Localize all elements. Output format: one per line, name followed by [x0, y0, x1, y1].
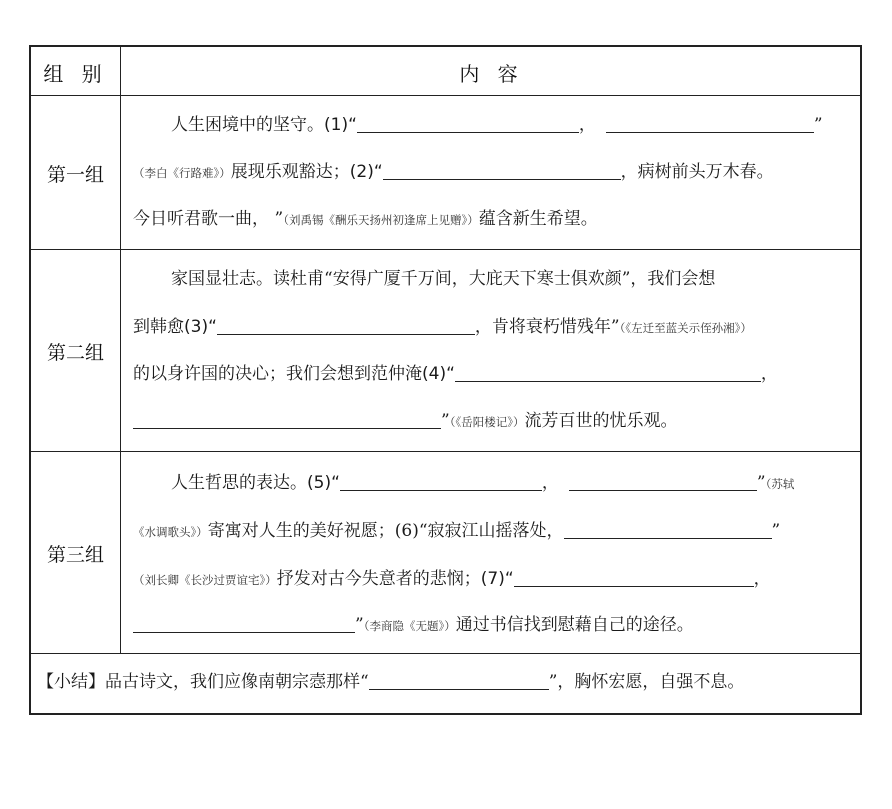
group-1-line-2: （李白《行路难》）展现乐观豁达；(2)“ ，病树前头万木春。 — [133, 162, 774, 182]
answer-blank[interactable] — [357, 114, 579, 133]
group-3-line-3: （刘长卿《长沙过贾谊宅》）抒发对古今失意者的悲悯；(7)“ ， — [133, 569, 771, 589]
group-3-label: 第三组 — [46, 543, 104, 566]
group-2-label: 第二组 — [46, 341, 104, 364]
group-2-line-4: ”（《岳阳楼记》）流芳百世的忧乐观。 — [133, 409, 677, 433]
answer-blank[interactable] — [455, 363, 761, 382]
row-divider — [31, 249, 860, 250]
answer-blank[interactable] — [133, 410, 441, 429]
group-1-line-3: 今日听君歌一曲， ”（刘禹锡《酬乐天扬州初逢席上见赠》）蕴含新生希望。 — [133, 209, 598, 229]
group-3-line-1: 人生哲思的表达。(5)“ ， ”（苏轼 — [171, 473, 795, 493]
answer-blank[interactable] — [383, 161, 621, 180]
group-3-line-2: 《水调歌头》）寄寓对人生的美好祝愿；(6)“寂寂江山摇落处， ” — [133, 521, 781, 541]
summary-line: 【小结】品古诗文，我们应像南朝宗悫那样“ ”，胸怀宏愿，自强不息。 — [37, 672, 745, 692]
answer-blank[interactable] — [340, 472, 542, 491]
header-group: 组 别 — [43, 61, 108, 86]
column-divider — [120, 47, 121, 653]
answer-blank[interactable] — [217, 316, 475, 335]
group-2-line-3: 的以身许国的决心；我们会想到范仲淹(4)“ ， — [133, 364, 778, 384]
group-3-line-4: ”（李商隐《无题》）通过书信找到慰藉自己的途径。 — [133, 613, 694, 637]
worksheet-table — [29, 45, 862, 715]
group-2-line-1: 家国显壮志。读杜甫“安得广厦千万间，大庇天下寒士俱欢颜”，我们会想 — [171, 269, 716, 289]
answer-blank[interactable] — [564, 520, 772, 539]
group-2-line-2: 到韩愈(3)“ ，肯将衰朽惜残年”（《左迁至蓝关示侄孙湘》） — [133, 317, 752, 337]
answer-blank[interactable] — [133, 614, 355, 633]
answer-blank[interactable] — [369, 671, 549, 690]
group-1-line-1: 人生困境中的坚守。(1)“ ， ” — [171, 115, 823, 135]
answer-blank[interactable] — [606, 114, 814, 133]
row-divider — [31, 451, 860, 452]
group-1-label: 第一组 — [46, 163, 104, 186]
row-divider — [31, 653, 860, 654]
answer-blank[interactable] — [514, 568, 754, 587]
answer-blank[interactable] — [569, 472, 757, 491]
header-content: 内 容 — [459, 61, 524, 86]
summary-label: 【小结】 — [37, 672, 105, 692]
